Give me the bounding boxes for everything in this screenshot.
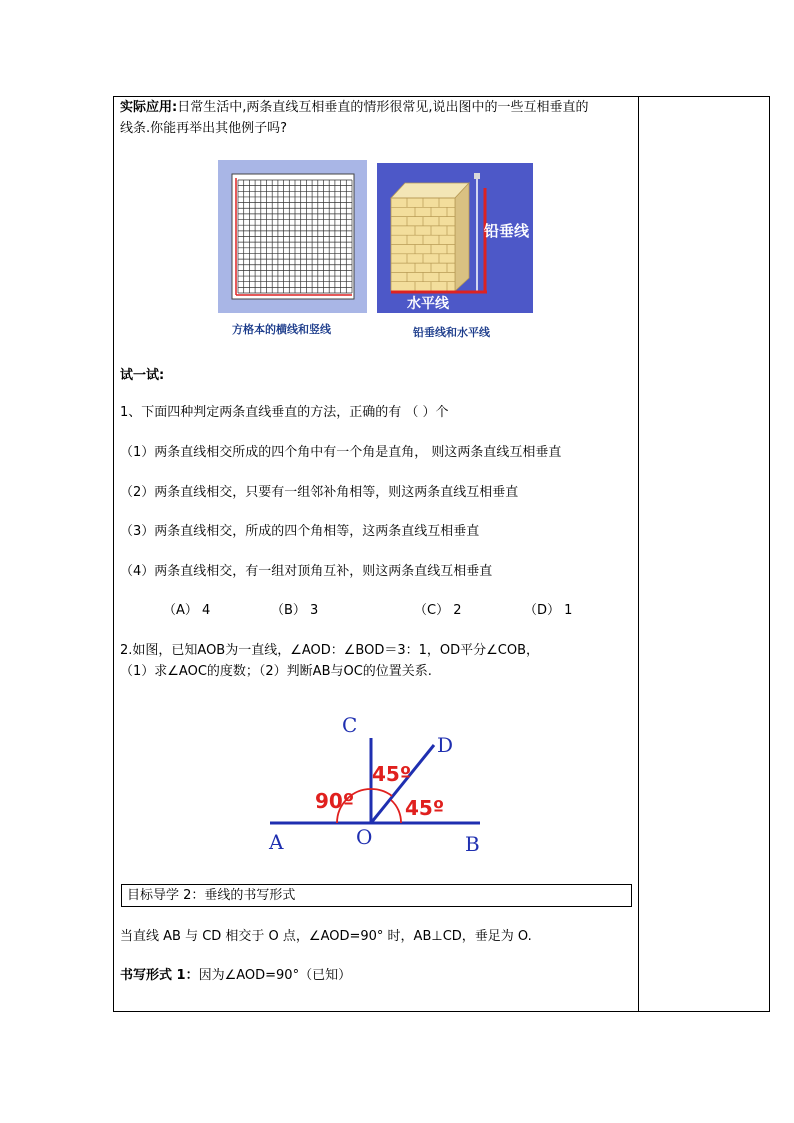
angle-label-aoc: 90º	[315, 789, 355, 813]
q1-option-a: （A） 4	[163, 603, 211, 618]
horizontal-line-label: 水平线	[407, 296, 449, 312]
point-c-label: C	[342, 713, 358, 737]
q1-item-1: （1）两条直线相交所成的四个角中有一个角是直角， 则这两条直线互相垂直	[120, 445, 562, 460]
q1-item-2: （2）两条直线相交，只要有一组邻补角相等，则这两条直线互相垂直	[120, 485, 519, 500]
q1-option-b: （B） 3	[271, 603, 319, 618]
application-text1: 日常生活中,两条直线互相垂直的情形很常见,说出图中的一些互相垂直的	[177, 100, 589, 115]
point-o-label: O	[356, 825, 373, 849]
writing-form-line	[120, 966, 351, 986]
angle-label-dob: 45º	[405, 796, 445, 820]
try-label: 试一试:	[120, 368, 165, 383]
q1-stem: 1、下面四种判定两条直线垂直的方法，正确的有 （ ）个	[120, 405, 449, 420]
application-line1	[120, 98, 588, 118]
writing-form-text: 因为∠AOD=90°（已知）	[198, 968, 352, 983]
brick-wall-image	[377, 163, 533, 313]
grid-caption: 方格本的横线和竖线	[232, 323, 331, 336]
q1-option-d: （D） 1	[524, 603, 573, 618]
point-b-label: B	[465, 832, 480, 856]
point-a-label: A	[269, 830, 284, 854]
q2-line2: （1）求∠AOC的度数；（2）判断AB与OC的位置关系.	[120, 664, 432, 679]
writing-form-label: 书写形式 1：	[120, 968, 199, 983]
grid-notebook-image	[218, 160, 367, 313]
goal-label: 目标导学 2：垂线的书写形式	[127, 888, 296, 903]
point-d-label: D	[437, 733, 454, 757]
q1-item-3: （3）两条直线相交，所成的四个角相等，这两条直线互相垂直	[120, 524, 480, 539]
q2-line1: 2.如图，已知AOB为一直线，∠AOD：∠BOD＝3：1，OD平分∠COB，	[120, 643, 540, 658]
angle-arc-dob	[391, 800, 401, 823]
application-label: 实际应用:	[120, 100, 178, 115]
q1-option-c: （C） 2	[414, 603, 462, 618]
wall-caption: 铅垂线和水平线	[413, 326, 490, 339]
q1-item-4: （4）两条直线相交，有一组对顶角互补，则这两条直线互相垂直	[120, 564, 493, 579]
angle-label-cod: 45º	[372, 762, 412, 786]
column-divider	[638, 96, 639, 1012]
plumb-line-label: 铅垂线	[484, 222, 530, 240]
application-line2: 线条.你能再举出其他例子吗?	[120, 121, 288, 136]
angle-arc-cod	[371, 789, 392, 796]
angle-figure	[260, 705, 500, 860]
perpendicular-statement: 当直线 AB 与 CD 相交于 O 点，∠AOD=90° 时，AB⊥CD，垂足为 O.	[120, 929, 532, 944]
